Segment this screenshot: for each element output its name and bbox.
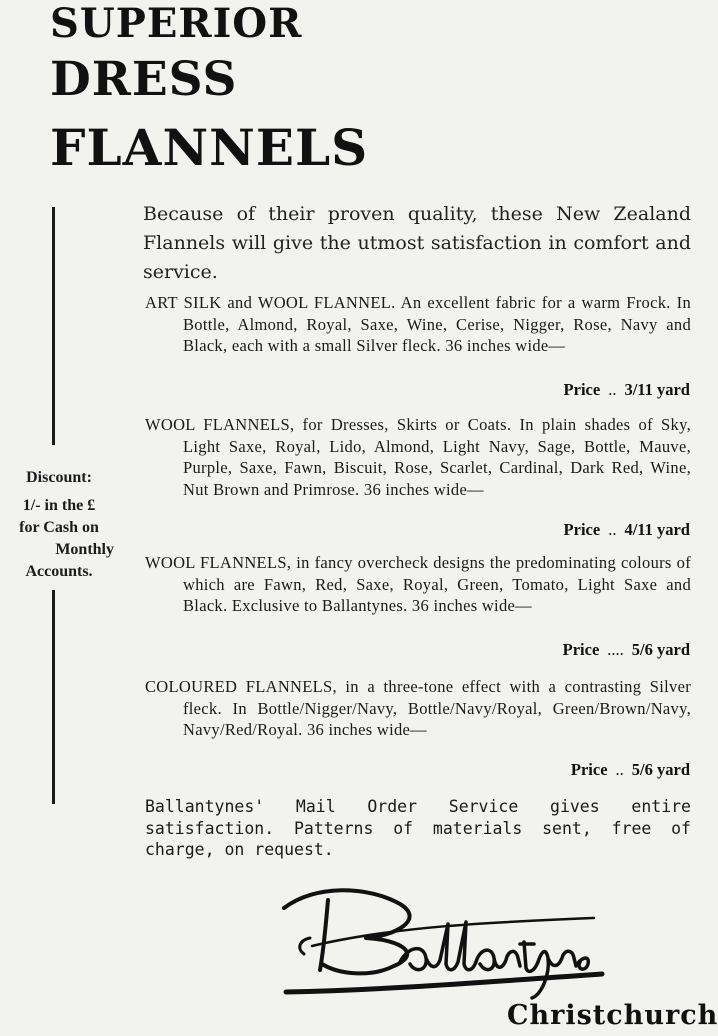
- heading-line-1: SUPERIOR: [50, 0, 303, 47]
- product-description: WOOL FLANNELS, for Dresses, Skirts or Coats. In plain shades of Sky, Light Saxe, Royal, Lido, Almond, Light Navy, Sage, Bottle, Mauve, Purple, Saxe, Fawn, Biscuit, Rose, Scarlet, Cardinal, Dark Red, Wine, Nut Brown and Primrose. 36 inches wide—: [145, 415, 691, 499]
- price-label: Price: [570, 760, 608, 779]
- price-dots: ..: [615, 760, 624, 779]
- intro-paragraph: Because of their proven quality, these New Zealand Flannels will give the utmost satisfaction in comfort and service.: [143, 203, 691, 283]
- price-value: 3/11 yard: [624, 380, 690, 399]
- price-line: [563, 640, 690, 660]
- product-description: COLOURED FLANNELS, in a three-tone effect with a contrasting Silver fleck. In Bottle/Nigger/Navy, Bottle/Navy/Royal, Green/Brown/Navy, Navy/Red/Royal. 36 inches wide—: [145, 677, 691, 739]
- discount-line: Monthly: [55, 541, 114, 558]
- price-label: Price: [563, 380, 601, 399]
- discount-line: 1/- in the £: [22, 497, 96, 514]
- discount-title: Discount:: [26, 469, 92, 486]
- city-name: Christchurch: [507, 1000, 718, 1031]
- price-label: Price: [562, 640, 600, 659]
- price-value: 5/6 yard: [631, 760, 690, 779]
- price-label: Price: [563, 520, 601, 539]
- discount-line: for Cash on: [19, 519, 99, 536]
- price-dots: ..: [608, 520, 617, 539]
- vertical-rule: [52, 590, 55, 804]
- signature-ballantynes: [276, 878, 606, 1000]
- price-dots: ....: [607, 640, 624, 659]
- heading-line-2: DRESS: [50, 52, 238, 107]
- price-line: [571, 760, 690, 780]
- price-value: 5/6 yard: [631, 640, 690, 659]
- price-value: 4/11 yard: [624, 520, 690, 539]
- mail-order-note: Ballantynes' Mail Order Service gives entire satisfaction. Patterns of materials sent, free of charge, on request.: [145, 797, 691, 859]
- heading-line-3: FLANNELS: [50, 118, 369, 177]
- vertical-rule: [52, 207, 55, 445]
- price-dots: ..: [608, 380, 617, 399]
- product-description: WOOL FLANNELS, in fancy overcheck designs the predominating colours of which are Fawn, Red, Saxe, Royal, Green, Tomato, Light Saxe and Black. Exclusive to Ballantynes. 36 inches wide—: [145, 553, 691, 615]
- discount-note: [0, 467, 118, 583]
- discount-line: Accounts.: [25, 563, 93, 580]
- price-line: [564, 380, 690, 400]
- product-description: ART SILK and WOOL FLANNEL. An excellent fabric for a warm Frock. In Bottle, Almond, Royal, Saxe, Wine, Cerise, Nigger, Rose, Navy and Black, each with a small Silver fleck. 36 inches wide—: [145, 293, 691, 355]
- price-line: [564, 520, 690, 540]
